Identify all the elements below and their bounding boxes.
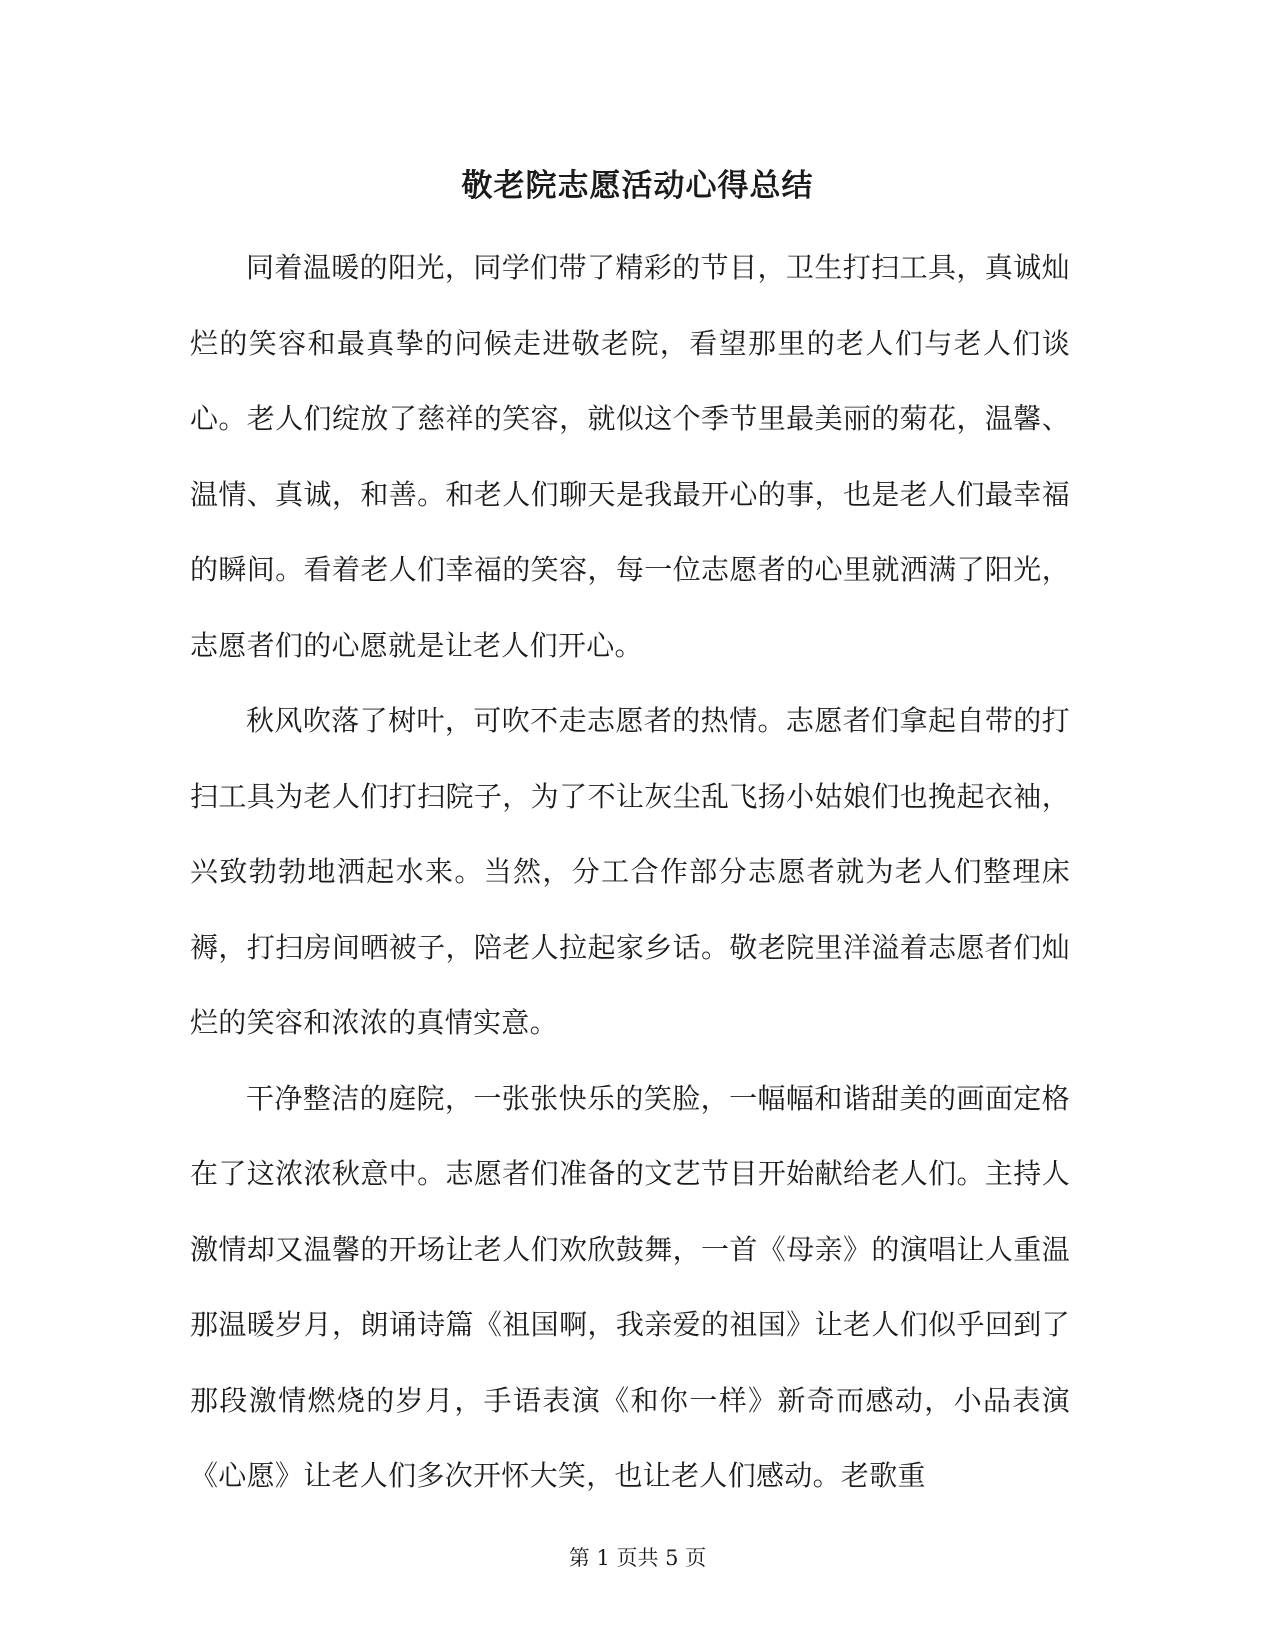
page-footer xyxy=(0,1542,1275,1572)
document-title: 敬老院志愿活动心得总结 xyxy=(461,168,814,204)
document-body xyxy=(190,230,1070,1514)
paragraph-3: 干净整洁的庭院，一张张快乐的笑脸，一幅幅和谐甜美的画面定格在了这浓浓秋意中。志愿者们准备的文艺节目开始献给老人们。主持人激情却又温馨的开场让老人们欢欣鼓舞，一首《母亲》的演唱让人重温那温暖岁月，朗诵诗篇《祖国啊，我亲爱的祖国》让老人们似乎回到了那段激情燃烧的岁月，手语表演《和你一样》新奇而感动，小品表演《心愿》让老人们多次开怀大笑，也让老人们感动。老歌重 xyxy=(190,1081,1070,1492)
paragraph-1: 同着温暖的阳光，同学们带了精彩的节目，卫生打扫工具，真诚灿烂的笑容和最真挚的问候走进敬老院，看望那里的老人们与老人们谈心。老人们绽放了慈祥的笑容，就似这个季节里最美丽的菊花，温馨、温情、真诚，和善。和老人们聊天是我最开心的事，也是老人们最幸福的瞬间。看着老人们幸福的笑容，每一位志愿者的心里就洒满了阳光，志愿者们的心愿就是让老人们开心。 xyxy=(190,251,1070,662)
paragraph-2: 秋风吹落了树叶，可吹不走志愿者的热情。志愿者们拿起自带的打扫工具为老人们打扫院子，为了不让灰尘乱飞扬小姑娘们也挽起衣袖，兴致勃勃地洒起水来。当然，分工合作部分志愿者就为老人们整理床褥，打扫房间晒被子，陪老人拉起家乡话。敬老院里洋溢着志愿者们灿烂的笑容和浓浓的真情实意。 xyxy=(190,704,1070,1039)
page-number: 第 1 页共 5 页 xyxy=(568,1546,707,1570)
